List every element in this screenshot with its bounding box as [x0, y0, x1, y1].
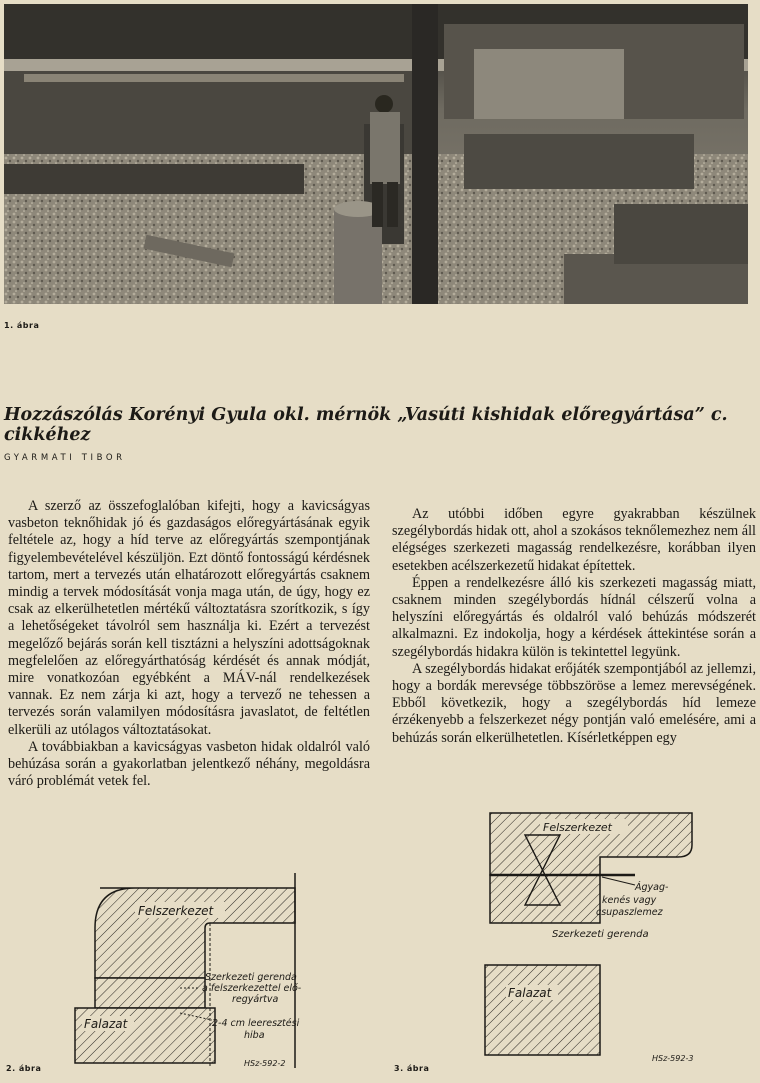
fig3-beam-shape	[490, 875, 600, 923]
fig3-label-mortar-1: Ágyag-	[635, 882, 669, 893]
fig2-label-beam-1: Szerkezeti gerenda	[205, 972, 297, 983]
left-column	[8, 498, 370, 790]
fig3-code: HSz-592-3	[652, 1054, 694, 1063]
construction-site-photo	[4, 4, 748, 304]
fig2-label-masonry: Falazat	[84, 1017, 128, 1031]
fig3-label-mortar-2: kenés vagy	[602, 895, 657, 906]
fig2-code: HSz-592-2	[244, 1059, 286, 1068]
right-column	[392, 506, 756, 747]
superstructure-shape	[95, 888, 295, 978]
fig3-label-superstructure: Felszerkezet	[543, 821, 612, 834]
figure-3-caption: 3. ábra	[394, 1064, 430, 1073]
fig3-label-masonry: Falazat	[508, 986, 552, 1000]
fig3-label-beam: Szerkezeti gerenda	[552, 929, 649, 940]
beam-shape	[95, 978, 205, 1008]
left-paragraph-2: A továbbiakban a kavicságyas vasbeton hidak oldalról való behúzása során a gyakorlatban jelentkező néhány, megoldásra váró problémát vetek fel.	[8, 738, 370, 790]
fig2-label-gap-1: 2-4 cm leeresztési	[212, 1018, 300, 1029]
article-author: GYARMATI TIBOR	[4, 453, 126, 463]
figure-3-diagram	[470, 805, 730, 1065]
left-paragraph-1: A szerző az összefoglalóban kifejti, hogy a kavicságyas vasbeton teknőhidak jó és gazdaságos előregyártásának egyik feltétele az, hogy a híd terve az előregyártás szempontjának figyelembevételével készüljön. Ezt döntő fontosságú kérdésnek tartom, mert a tervezés után elhatározott előregyártás csaknem mindig a tervek módosítását vonja maga után, de úgy, hogy ez csak az elkerülhetetlen mértékű változtatásra szorítkozik, s így a lehetőségeket távolról sem használja ki. Ezért a tervezést megelőző bejárás során kell tisztázni a helyszíni adottságoknak megfelelően az előregyárthatóság kérdését és annak módját, mire vonatkozóan egyébként a MÁV-nál rendelkezések vannak. Ez nem zárja ki azt, hogy a tervező ne tehessen a tervezés során valamilyen módosításra javaslatot, de feltétlen elkerüli az utólagos változtatásokat.	[8, 498, 370, 738]
fig3-label-mortar-3: csupaszlemez	[596, 907, 663, 918]
article-title: Hozzászólás Korényi Gyula okl. mérnök „Vasúti kishidak előregyártása” c. cikkéhez	[4, 405, 728, 445]
right-paragraph-3: A szegélybordás hidakat erőjáték szempontjából az jellemzi, hogy a bordák merevsége többszöröse a lemez merevségének. Ebből következik, hogy a szegélybordás híd lemeze érzékenyebb a felszerkezet négy pontján való emelésére, ami a behúzás során elkerülhetetlen. Kísérletképpen egy	[392, 660, 756, 746]
right-paragraph-2: Éppen a rendelkezésre álló kis szerkezeti magasság miatt, csaknem minden szegélybordás hídnál célszerű volna a helyszíni előregyártás és oldalról való behúzás módszerét alkalmazni. Ez indokolja, hogy a kérdések áttekintése során a szegélybordás hidakra külön is tekintettel legyünk.	[392, 574, 756, 660]
figure-2-caption: 2. ábra	[6, 1064, 42, 1073]
fig2-label-gap-2: hiba	[244, 1030, 265, 1041]
fig3-masonry-shape	[485, 965, 600, 1055]
figure-2-diagram	[40, 868, 360, 1068]
fig2-label-beam-2: a felszerkezettel elő-	[202, 983, 302, 994]
figure-1-caption: 1. ábra	[4, 321, 40, 330]
fig2-label-beam-3: regyártva	[232, 994, 279, 1005]
fig2-label-superstructure: Felszerkezet	[138, 904, 214, 918]
right-paragraph-1: Az utóbbi időben egyre gyakrabban készülnek szegélybordás hidak ott, ahol a szokásos teknőlemezhez nem áll elégséges szerkezeti magasság rendelkezésre, korábban ilyen esetekben acélszerkezetű hidakat építettek.	[392, 506, 756, 574]
